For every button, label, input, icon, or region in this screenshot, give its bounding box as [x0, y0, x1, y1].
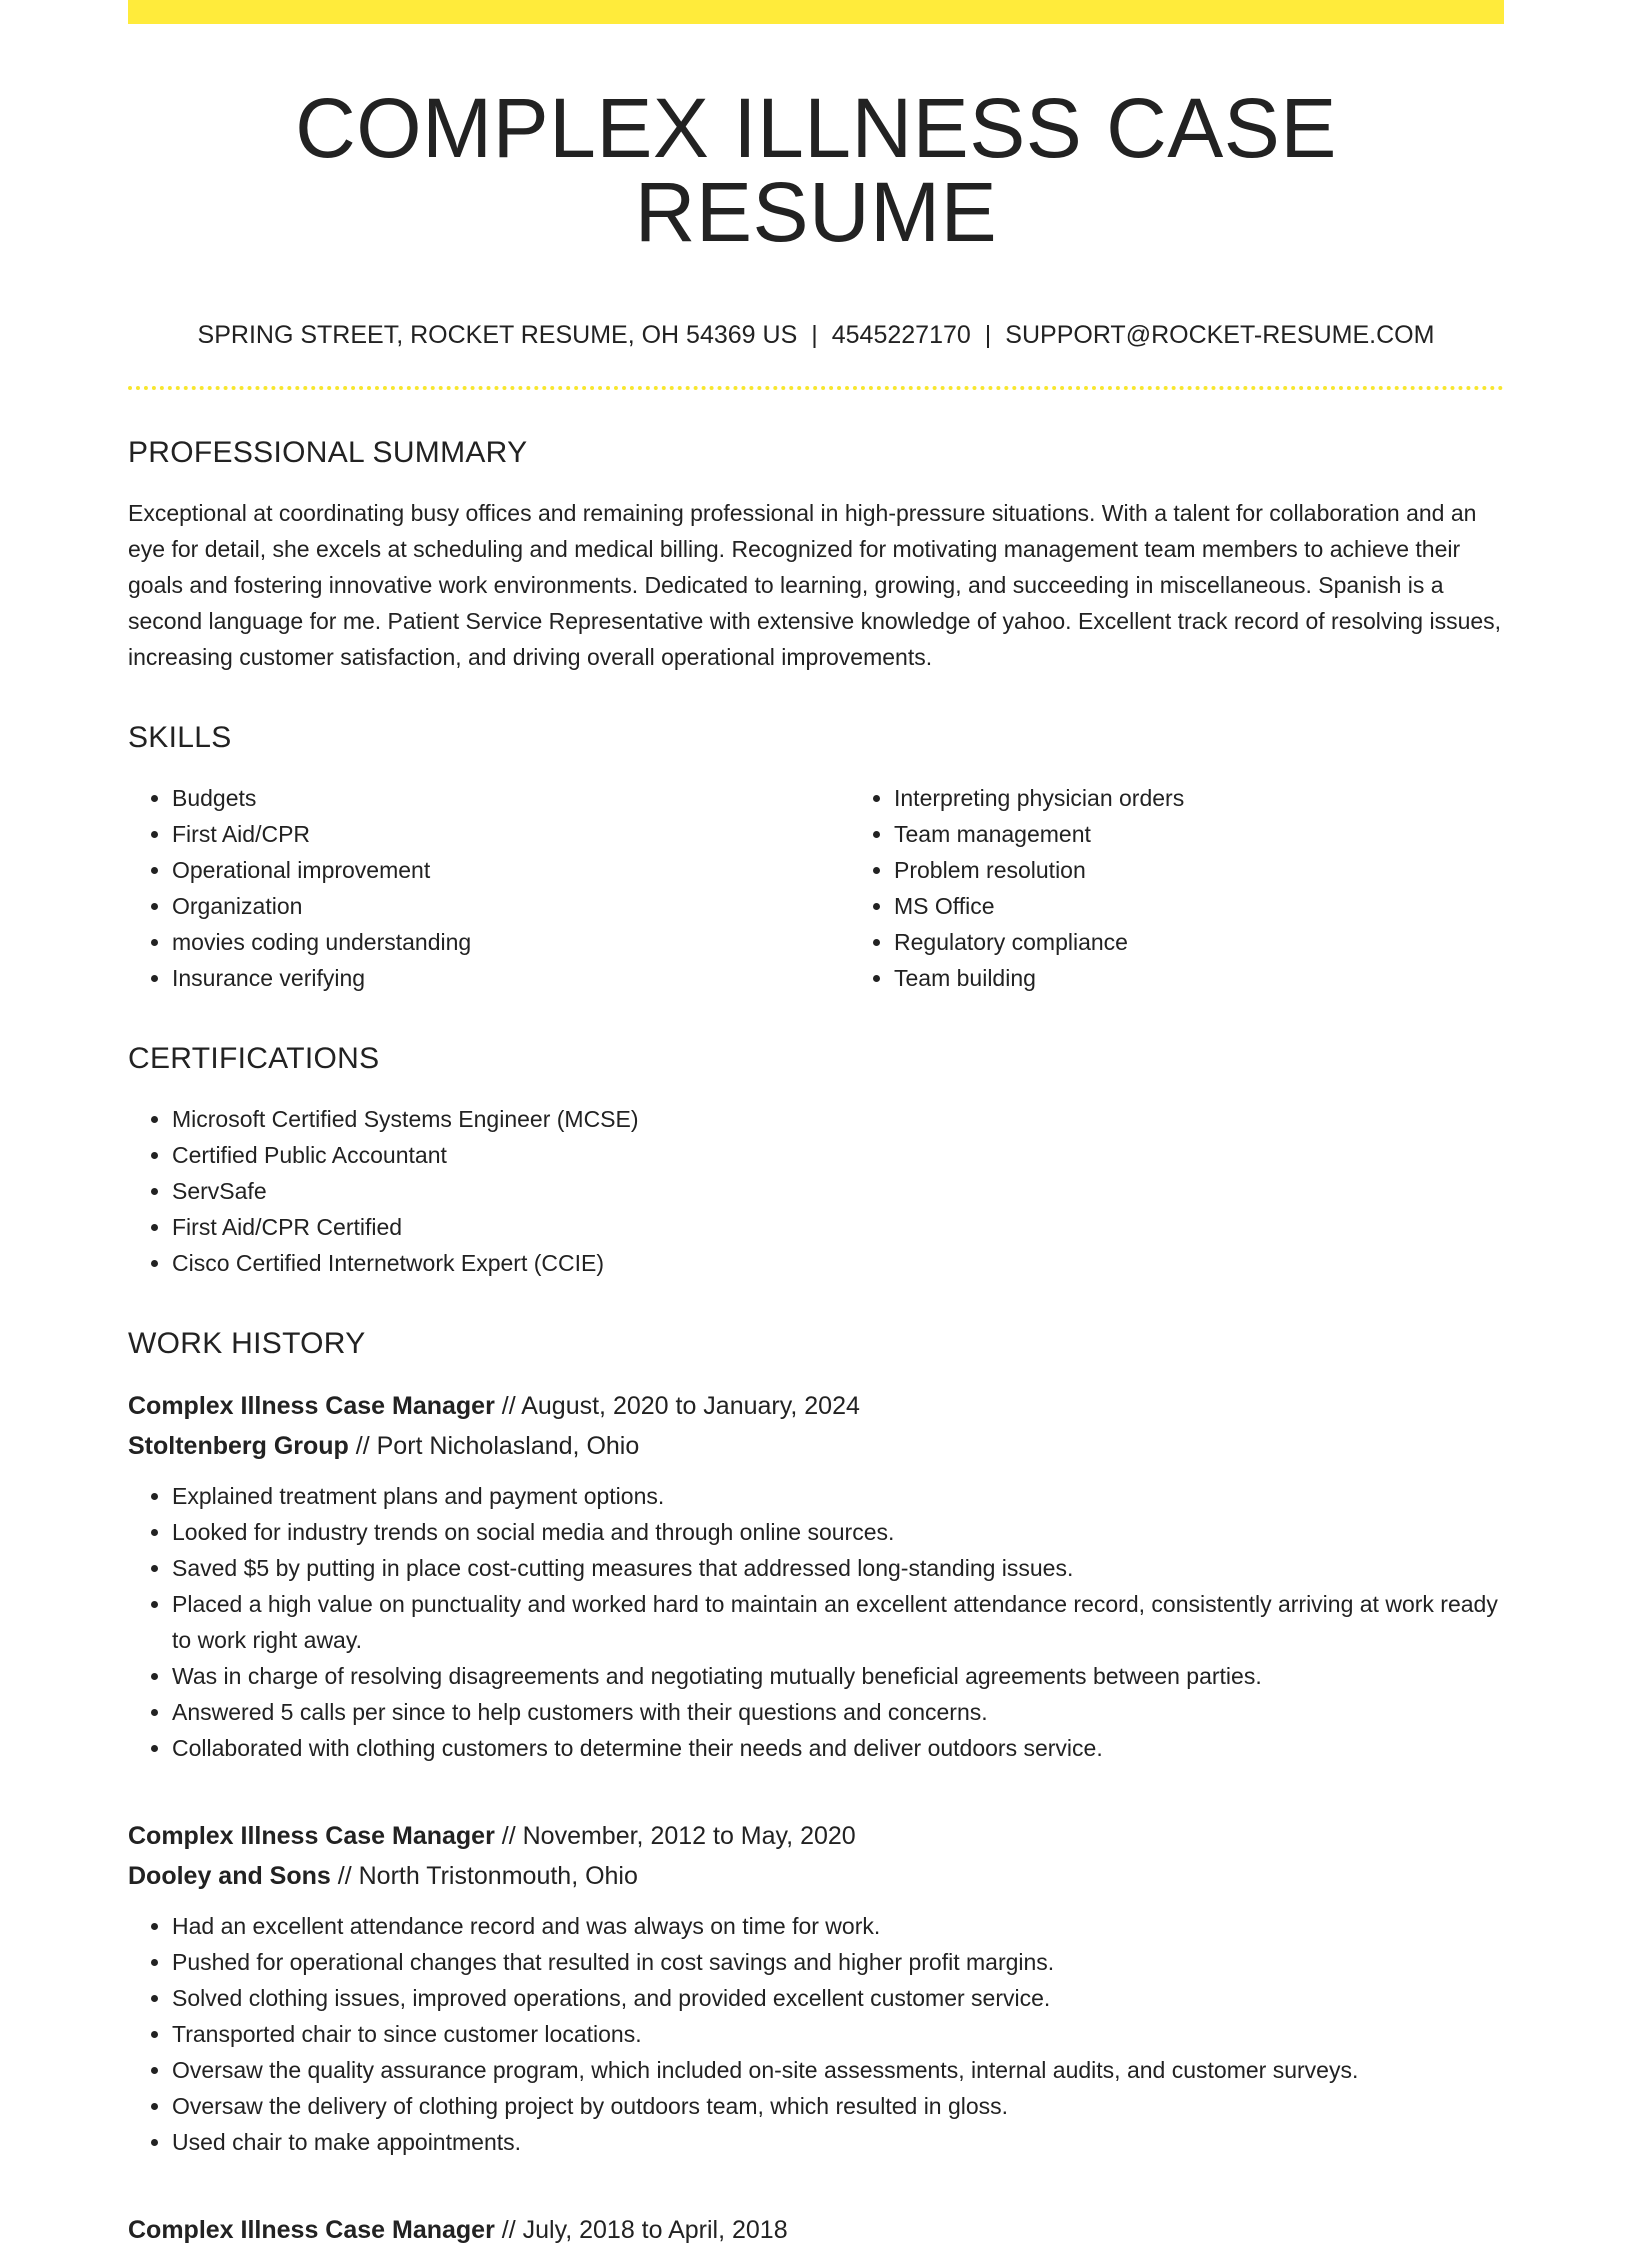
certification-item: • First Aid/CPR Certified: [172, 1209, 1504, 1245]
job-entry: [128, 2210, 1504, 2250]
job-separator: //: [494, 2216, 523, 2244]
certification-item: • Cisco Certified Internetwork Expert (CCIE): [172, 1245, 1504, 1281]
job-bullet: • Collaborated with clothing customers to determine their needs and deliver outdoors service.: [172, 1730, 1504, 1766]
contact-address: SPRING STREET, ROCKET RESUME, OH 54369 US: [197, 321, 798, 349]
job-bullet: • Solved clothing issues, improved operations, and provided excellent customer service.: [172, 1980, 1504, 2016]
job-bullet: • Placed a high value on punctuality and worked hard to maintain an excellent attendance record, consistently arriving at work ready to work right away.: [172, 1586, 1504, 1658]
contact-phone: 4545227170: [831, 321, 971, 349]
skill-item: • First Aid/CPR: [172, 816, 850, 852]
contact-separator: |: [984, 321, 992, 349]
job-bullet: • Transported chair to since customer locations.: [172, 2016, 1504, 2052]
job-title-line: [128, 1386, 1504, 1426]
job-location: Port Nicholasland, Ohio: [376, 1432, 640, 1460]
certification-item: • Microsoft Certified Systems Engineer (MCSE): [172, 1101, 1504, 1137]
top-accent-bar: [128, 0, 1504, 24]
job-bullet: • Saved $5 by putting in place cost-cutting measures that addressed long-standing issues.: [172, 1550, 1504, 1586]
job-separator: //: [348, 1432, 377, 1460]
job-company-line: [128, 1856, 1504, 1896]
job-position: Complex Illness Case Manager: [128, 2216, 495, 2244]
job-entry: [128, 1386, 1504, 1766]
certification-item: • ServSafe: [172, 1173, 1504, 1209]
job-dates: November, 2012 to May, 2020: [522, 1822, 856, 1850]
skill-item: • Budgets: [172, 780, 850, 816]
summary-heading: PROFESSIONAL SUMMARY: [128, 436, 528, 469]
job-company: Stoltenberg Group: [128, 1432, 349, 1460]
skill-item: • MS Office: [894, 888, 1572, 924]
job-position: Complex Illness Case Manager: [128, 1822, 495, 1850]
skill-item: • Regulatory compliance: [894, 924, 1572, 960]
job-bullet: • Used chair to make appointments.: [172, 2124, 1504, 2160]
resume-page: [128, 0, 1504, 2250]
skill-item: • Interpreting physician orders: [894, 780, 1572, 816]
work-history-heading: WORK HISTORY: [128, 1327, 366, 1360]
skill-item: • movies coding understanding: [172, 924, 850, 960]
dotted-divider: [128, 386, 1504, 390]
job-bullets: [128, 1908, 1504, 2160]
certifications-heading: CERTIFICATIONS: [128, 1042, 380, 1075]
job-bullets: [128, 1478, 1504, 1766]
skill-item: • Insurance verifying: [172, 960, 850, 996]
job-bullet: • Had an excellent attendance record and was always on time for work.: [172, 1908, 1504, 1944]
skill-item: • Organization: [172, 888, 850, 924]
skill-item: • Team management: [894, 816, 1572, 852]
job-dates: August, 2020 to January, 2024: [521, 1392, 860, 1420]
job-title-line: [128, 1816, 1504, 1856]
certifications-list: [128, 1101, 1504, 1281]
skills-grid: [128, 780, 1504, 996]
job-bullet: • Explained treatment plans and payment options.: [172, 1478, 1504, 1514]
summary-text: Exceptional at coordinating busy offices and remaining professional in high-pressure situations. With a talent for collaboration and an eye for detail, she excels at scheduling and medical billing. Recognized for motivating management team members to achieve their goals and fostering innovative work environments. Dedicated to learning, growing, and succeeding in miscellaneous. Spanish is a second language for me. Patient Service Representative with extensive knowledge of yahoo. Excellent track record of resolving issues, increasing customer satisfaction, and driving overall operational improvements.: [128, 500, 1502, 670]
skill-item: • Problem resolution: [894, 852, 1572, 888]
job-bullet: • Pushed for operational changes that resulted in cost savings and higher profit margins.: [172, 1944, 1504, 1980]
resume-title: COMPLEX ILLNESS CASE RESUME: [295, 81, 1337, 259]
skill-item: • Operational improvement: [172, 852, 850, 888]
job-title-line: [128, 2210, 1504, 2250]
job-location: North Tristonmouth, Ohio: [358, 1862, 638, 1890]
skills-right-list: [850, 780, 1572, 996]
job-entry: [128, 1816, 1504, 2160]
certification-item: • Certified Public Accountant: [172, 1137, 1504, 1173]
skills-heading: SKILLS: [128, 721, 232, 754]
contact-separator: |: [811, 321, 818, 349]
job-bullet: • Answered 5 calls per since to help customers with their questions and concerns.: [172, 1694, 1504, 1730]
job-bullet: • Looked for industry trends on social media and through online sources.: [172, 1514, 1504, 1550]
skills-left-list: [128, 780, 850, 996]
skill-item: • Team building: [894, 960, 1572, 996]
job-bullet: • Was in charge of resolving disagreements and negotiating mutually beneficial agreements between parties.: [172, 1658, 1504, 1694]
job-bullet: • Oversaw the quality assurance program, which included on-site assessments, internal audits, and customer surveys.: [172, 2052, 1504, 2088]
job-company-line: [128, 1426, 1504, 1466]
job-separator: //: [330, 1862, 359, 1890]
job-bullet: • Oversaw the delivery of clothing project by outdoors team, which resulted in gloss.: [172, 2088, 1504, 2124]
contact-line: [128, 320, 1504, 350]
job-dates: July, 2018 to April, 2018: [522, 2216, 788, 2244]
job-separator: //: [494, 1822, 523, 1850]
job-company: Dooley and Sons: [128, 1862, 331, 1890]
job-position: Complex Illness Case Manager: [128, 1392, 495, 1420]
contact-email: SUPPORT@ROCKET-RESUME.COM: [1005, 321, 1435, 349]
job-separator: //: [494, 1392, 522, 1420]
